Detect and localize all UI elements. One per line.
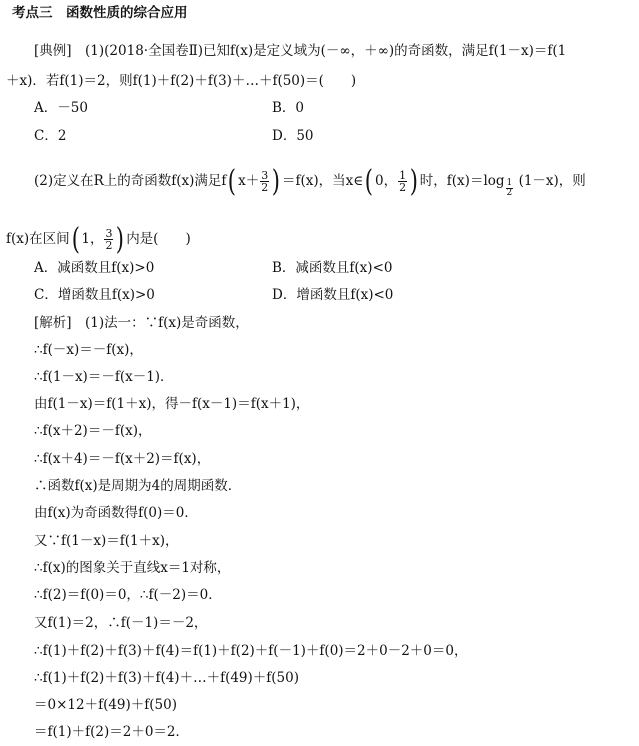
q2-tail: (1－x)，则 — [518, 173, 586, 189]
right-paren-icon: ) — [409, 163, 419, 199]
q2-option-c: C．增函数且f(x)>0 — [34, 287, 155, 303]
solution-line: 又∵f(1－x)＝f(1＋x)， — [34, 533, 179, 549]
solution-line: ∴f(x)的图象关于直线x＝1对称， — [34, 560, 231, 576]
q2-pre: (2)定义在R上的奇函数f(x)满足f — [34, 173, 227, 189]
q2-option-b: B．减函数且f(x)<0 — [272, 260, 393, 276]
three-halves-fraction: $\frac{3}{2}$ — [261, 169, 269, 194]
q1-stem-line2: ＋x)．若f(1)＝2，则f(1)＋f(2)＋f(3)＋…＋f(50)＝( ) — [6, 73, 357, 89]
q1-option-d: D．50 — [272, 128, 314, 144]
solution-line: 又f(1)＝2，∴f(－1)＝－2， — [34, 615, 208, 631]
q2-interval2-start: 1， — [81, 231, 104, 247]
solution-line: ∴f(x＋2)＝－f(x)， — [34, 423, 152, 439]
left-paren-icon: ( — [71, 221, 80, 257]
solution-line: 由f(x)为奇函数得f(0)＝0． — [34, 505, 198, 521]
right-paren-icon: ) — [116, 221, 125, 257]
q1-stem-line1: [典例] (1)(2018·全国卷Ⅱ)已知f(x)是定义域为(－∞，＋∞)的奇函数，满足f(1－x)＝f(1 — [34, 43, 567, 59]
solution-line: [解析] (1)法一：∵f(x)是奇函数， — [34, 315, 249, 331]
solution-line: ∴f(1)＋f(2)＋f(3)＋f(4)＋…＋f(49)＋f(50) — [34, 670, 299, 686]
q2-interval-start: 0， — [374, 173, 398, 189]
solution-line: ∴函数f(x)是周期为4的周期函数． — [34, 478, 242, 494]
q2-stem-line1 — [34, 164, 586, 206]
q1-option-b: B．0 — [272, 100, 305, 116]
left-paren-icon: ( — [365, 163, 374, 199]
solution-line: ∴f(2)＝f(0)＝0，∴f(－2)＝0． — [34, 587, 222, 603]
q2-option-d: D．增函数且f(x)<0 — [272, 287, 394, 303]
q1-option-a: A．－50 — [34, 100, 88, 116]
q2-x-plus: x＋ — [238, 173, 260, 189]
q2-mid: ＝f(x)，当x∈ — [282, 173, 364, 189]
right-paren-icon: ) — [272, 163, 281, 199]
three-halves-fraction-2: $\frac{3}{2}$ — [105, 227, 113, 252]
solution-line: 由f(1－x)＝f(1＋x)，得－f(x－1)＝f(x＋1)， — [34, 396, 310, 412]
section-title: 考点三 函数性质的综合应用 — [12, 5, 188, 21]
solution-line: ∴f(1－x)＝－f(x－1)． — [34, 369, 174, 385]
q2-line2-post: 内是( ) — [126, 231, 191, 247]
left-paren-icon: ( — [228, 163, 237, 199]
q1-option-c: C．2 — [34, 128, 67, 144]
q2-option-a: A．减函数且f(x)>0 — [34, 260, 155, 276]
q2-post: 时，f(x)＝log — [419, 173, 505, 189]
one-half-fraction: $\frac{1}{2}$ — [399, 169, 407, 194]
solution-line: ∴f(x＋4)＝－f(x＋2)＝f(x)， — [34, 451, 211, 467]
solution-line: ∴f(－x)＝－f(x)， — [34, 342, 143, 358]
solution-line: ∴f(1)＋f(2)＋f(3)＋f(4)＝f(1)＋f(2)＋f(－1)＋f(0)＝2＋0－2＋0＝0， — [34, 643, 468, 659]
q2-line2-pre: f(x)在区间 — [6, 231, 70, 247]
solution-line: ＝0×12＋f(49)＋f(50) — [34, 697, 177, 713]
solution-line: ＝f(1)＋f(2)＝2＋0＝2． — [34, 724, 190, 740]
q2-stem-line2 — [6, 222, 191, 256]
log-base: 1 2 — [506, 178, 513, 198]
